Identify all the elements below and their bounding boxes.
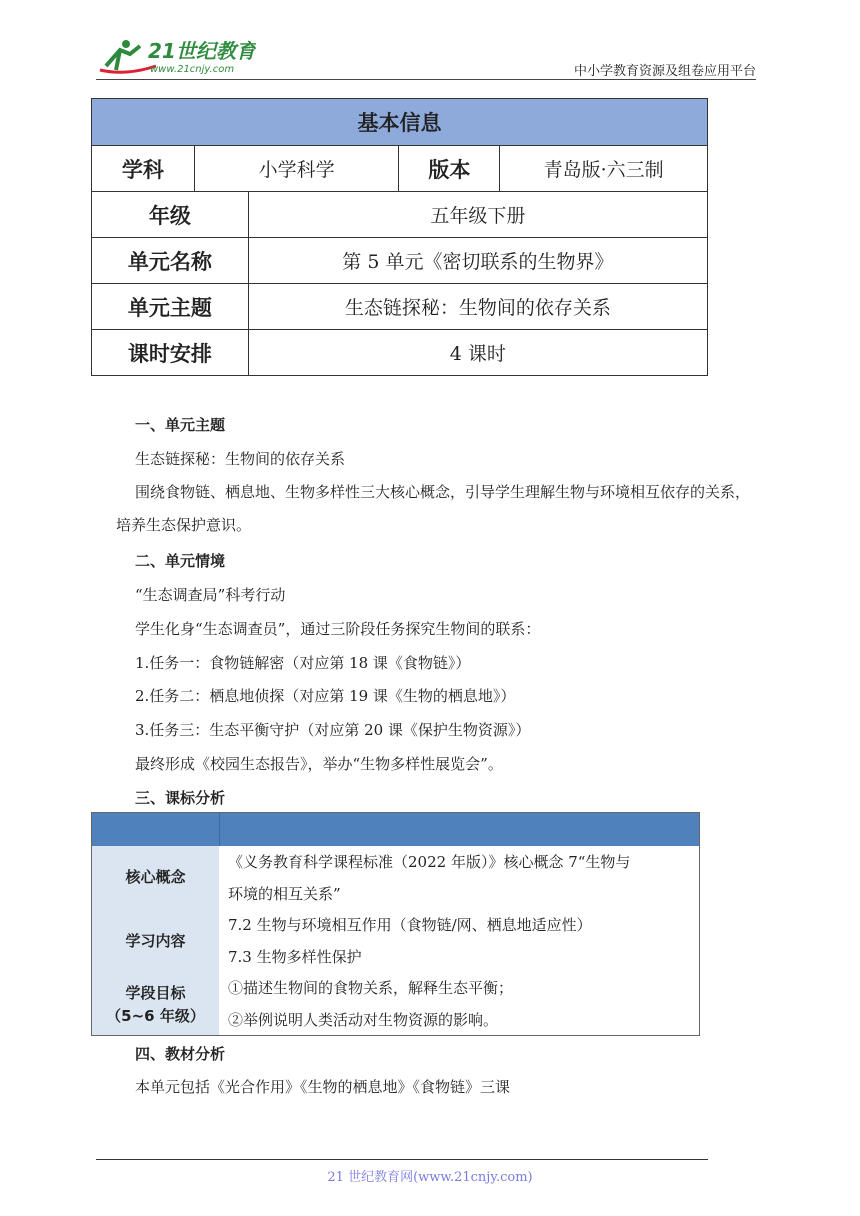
grade-value: 五年级下册 (248, 192, 707, 238)
learning-content-text-2: 7.3 生物多样性保护 (228, 948, 362, 966)
learning-content-text-1: 7.2 生物与环境相互作用（食物链/网、栖息地适应性） (228, 916, 592, 934)
logo-text: 21世纪教育 (148, 39, 256, 63)
unit-theme-value: 生态链探秘：生物间的依存关系 (248, 284, 707, 330)
basic-info-table (91, 98, 708, 376)
core-concept-label: 核心概念 (125, 868, 186, 886)
textbook-line: 本单元包括《光合作用》《生物的栖息地》《食物链》三课 (135, 1078, 511, 1096)
unit-name-value: 第 5 单元《密切联系的生物界》 (248, 238, 707, 284)
standards-table-header (92, 813, 699, 846)
section-heading-standards: 三、课标分析 (135, 789, 226, 807)
grade-label: 年级 (92, 192, 249, 238)
section-heading-textbook: 四、教材分析 (135, 1045, 226, 1063)
learning-content-label: 学习内容 (125, 932, 186, 950)
schedule-value: 4 课时 (248, 330, 707, 376)
header-divider (96, 79, 756, 80)
logo-subtext: www.21cnjy.com (150, 64, 235, 75)
unit-theme-label: 单元主题 (92, 284, 249, 330)
standards-header-divider (219, 813, 220, 846)
core-concept-text-2: 环境的相互关系” (228, 885, 341, 903)
core-concept-text-1: 《义务教育科学课程标准（2022 年版）》核心概念 7“生物与 (228, 853, 631, 871)
stage-goal-grade: （5~6 年级） (106, 1007, 205, 1025)
context-line1: “生态调查局”科考行动 (135, 586, 286, 604)
footer-link[interactable]: 21 世纪教育网(www.21cnjy.com) (327, 1170, 533, 1185)
stage-goal-text-2: ②举例说明人类活动对生物资源的影响。 (228, 1011, 499, 1029)
table-title: 基本信息 (92, 99, 708, 146)
platform-name: 中小学教育资源及组卷应用平台 (573, 64, 756, 79)
site-logo (96, 36, 256, 76)
context-line2: 学生化身“生态调查员”，通过三阶段任务探究生物间的联系： (135, 620, 541, 638)
footer-divider (96, 1159, 708, 1160)
theme-line: 生态链探秘：生物间的依存关系 (135, 450, 346, 468)
standards-table (91, 812, 700, 1036)
edition-value: 青岛版·六三制 (500, 146, 708, 192)
task-1: 1.任务一：食物链解密（对应第 18 课《食物链》） (135, 654, 471, 672)
context-line3: 最终形成《校园生态报告》，举办“生物多样性展览会”。 (135, 755, 503, 773)
stage-goal-label: 学段目标 (125, 984, 186, 1002)
edition-label: 版本 (399, 146, 500, 192)
subject-label: 学科 (92, 146, 195, 192)
section-heading-context: 二、单元情境 (135, 552, 226, 570)
unit-name-label: 单元名称 (92, 238, 249, 284)
schedule-label: 课时安排 (92, 330, 249, 376)
subject-value: 小学科学 (194, 146, 399, 192)
task-2: 2.任务二：栖息地侦探（对应第 19 课《生物的栖息地》） (135, 687, 516, 705)
stage-goal-text-1: ①描述生物间的食物关系，解释生态平衡； (228, 979, 514, 997)
section-heading-theme: 一、单元主题 (135, 416, 226, 434)
task-3: 3.任务三：生态平衡守护（对应第 20 课《保护生物资源》） (135, 721, 531, 739)
theme-paragraph: 围绕食物链、栖息地、生物多样性三大核心概念，引导学生理解生物与环境相互依存的关系，培养生态保护意识。 (116, 483, 751, 534)
